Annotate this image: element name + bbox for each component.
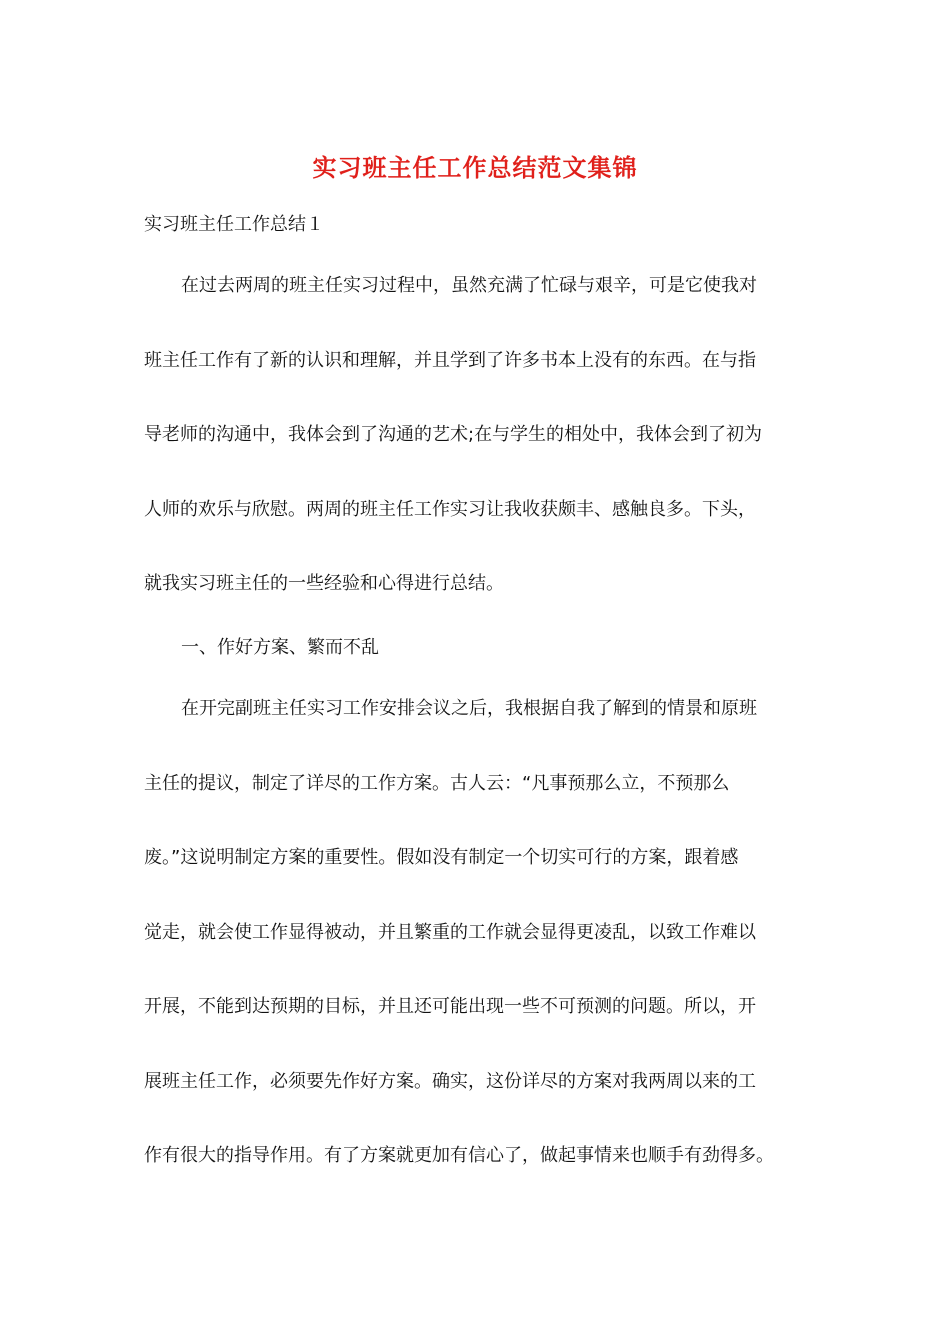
paragraph-line: 在开完副班主任实习工作安排会议之后，我根据自我了解到的情景和原班 [181,698,757,719]
paragraph-line: 在过去两周的班主任实习过程中，虽然充满了忙碌与艰辛，可是它使我对 [181,275,757,296]
paragraph-line: 开展，不能到达预期的目标，并且还可能出现一些不可预测的问题。所以，开 [144,996,756,1017]
section-heading: 实习班主任工作总结１ [144,214,324,235]
paragraph-line: 主任的提议，制定了详尽的工作方案。古人云：“凡事预那么立，不预那么 [144,772,730,794]
sub-heading: 一、作好方案、繁而不乱 [181,637,379,658]
document-title: 实习班主任工作总结范文集锦 [312,153,638,182]
paragraph-line: 觉走，就会使工作显得被动，并且繁重的工作就会显得更凌乱，以致工作难以 [144,921,756,943]
paragraph-line: 就我实习班主任的一些经验和心得进行总结。 [144,573,504,594]
paragraph-1 [144,249,806,622]
paragraph-line: 导老师的沟通中，我体会到了沟通的艺术;在与学生的相处中，我体会到了初为 [144,424,763,445]
paragraph-line: 人师的欢乐与欣慰。两周的班主任工作实习让我收获颇丰、感触良多。下头， [144,498,756,520]
paragraph-line: 废。”这说明制定方案的重要性。假如没有制定一个切实可行的方案，跟着感 [144,847,739,868]
paragraph-2 [144,672,806,1194]
paragraph-line: 作有很大的指导作用。有了方案就更加有信心了，做起事情来也顺手有劲得多。 [144,1145,774,1166]
paragraph-line: 展班主任工作，必须要先作好方案。确实，这份详尽的方案对我两周以来的工 [144,1070,756,1092]
paragraph-line: 班主任工作有了新的认识和理解，并且学到了许多书本上没有的东西。在与指 [144,349,756,371]
